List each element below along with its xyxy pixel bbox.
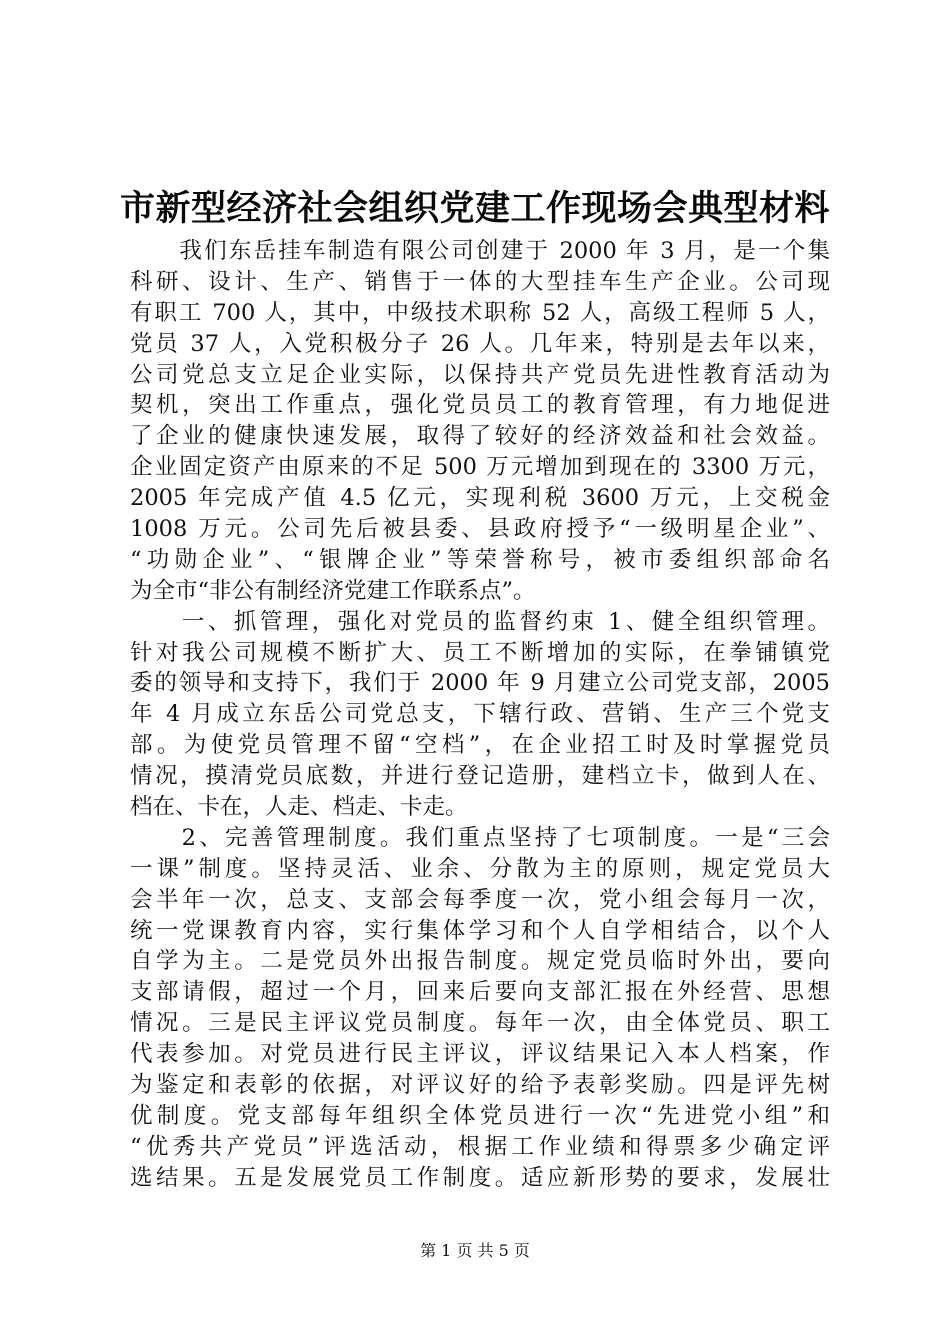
- body-line: 代表参加。对党员进行民主评议，评议结果记入本人档案，作: [130, 1041, 830, 1068]
- document-body: [130, 236, 830, 1194]
- body-line: 自学为主。二是党员外出报告制度。规定党员临时外出，要向: [130, 948, 830, 975]
- document-title: 市新型经济社会组织党建工作现场会典型材料: [119, 189, 830, 229]
- body-line: 部。为使党员管理不留“空档”，在企业招工时及时掌握党员: [130, 732, 830, 759]
- body-line: 委的领导和支持下，我们于 2000 年 9 月建立公司党支部，2005: [130, 670, 830, 697]
- page-footer: 第 1 页 共 5 页: [420, 1241, 530, 1260]
- body-line: 为全市“非公有制经济党建工作联系点”。: [130, 577, 536, 604]
- body-line: 年 4 月成立东岳公司党总支，下辖行政、营销、生产三个党支: [130, 701, 830, 728]
- body-line: 2005 年完成产值 4.5 亿元，实现利税 3600 万元，上交税金: [130, 485, 830, 512]
- body-line: 情况，摸清党员底数，并进行登记造册，建档立卡，做到人在、: [130, 763, 830, 790]
- body-line: 会半年一次，总支、支部会每季度一次，党小组会每月一次，: [130, 886, 830, 913]
- body-line: 公司党总支立足企业实际，以保持共产党员先进性教育活动为: [130, 361, 830, 388]
- body-line: 我们东岳挂车制造有限公司创建于 2000 年 3 月，是一个集: [130, 238, 830, 264]
- body-line: 契机，突出工作重点，强化党员员工的教育管理，有力地促进: [130, 392, 830, 419]
- body-line: 为鉴定和表彰的依据，对评议好的给予表彰奖励。四是评先树: [130, 1072, 830, 1099]
- body-line: 1008 万元。公司先后被县委、县政府授予“一级明星企业”、: [130, 516, 830, 543]
- body-line: 企业固定资产由原来的不足 500 万元增加到现在的 3300 万元，: [130, 454, 830, 481]
- body-line: 支部请假，超过一个月，回来后要向支部汇报在外经营、思想: [130, 979, 830, 1006]
- body-line: “功勋企业”、“银牌企业”等荣誉称号，被市委组织部命名: [130, 546, 830, 573]
- body-line: 优制度。党支部每年组织全体党员进行一次“先进党小组”和: [130, 1102, 830, 1129]
- body-line: 党员 37 人，入党积极分子 26 人。几年来，特别是去年以来，: [130, 330, 830, 357]
- body-line: 科研、设计、生产、销售于一体的大型挂车生产企业。公司现: [130, 268, 830, 295]
- body-line: 有职工 700 人，其中，中级技术职称 52 人，高级工程师 5 人，: [130, 299, 830, 326]
- body-line: 一、抓管理，强化对党员的监督约束 1、健全组织管理。: [130, 608, 830, 635]
- body-line: 一课”制度。坚持灵活、业余、分散为主的原则，规定党员大: [130, 855, 830, 882]
- body-line: 2、完善管理制度。我们重点坚持了七项制度。一是“三会: [130, 824, 830, 851]
- body-line: 了企业的健康快速发展，取得了较好的经济效益和社会效益。: [130, 423, 830, 450]
- body-line: “优秀共产党员”评选活动，根据工作业绩和得票多少确定评: [130, 1133, 830, 1160]
- body-line: 情况。三是民主评议党员制度。每年一次，由全体党员、职工: [130, 1010, 830, 1037]
- body-line: 档在、卡在，人走、档走、卡走。: [130, 794, 468, 821]
- body-line: 统一党课教育内容，实行集体学习和个人自学相结合，以个人: [130, 917, 830, 944]
- body-line: 针对我公司规模不断扩大、员工不断增加的实际，在拳铺镇党: [130, 639, 830, 666]
- body-line: 选结果。五是发展党员工作制度。适应新形势的要求，发展壮: [130, 1164, 830, 1191]
